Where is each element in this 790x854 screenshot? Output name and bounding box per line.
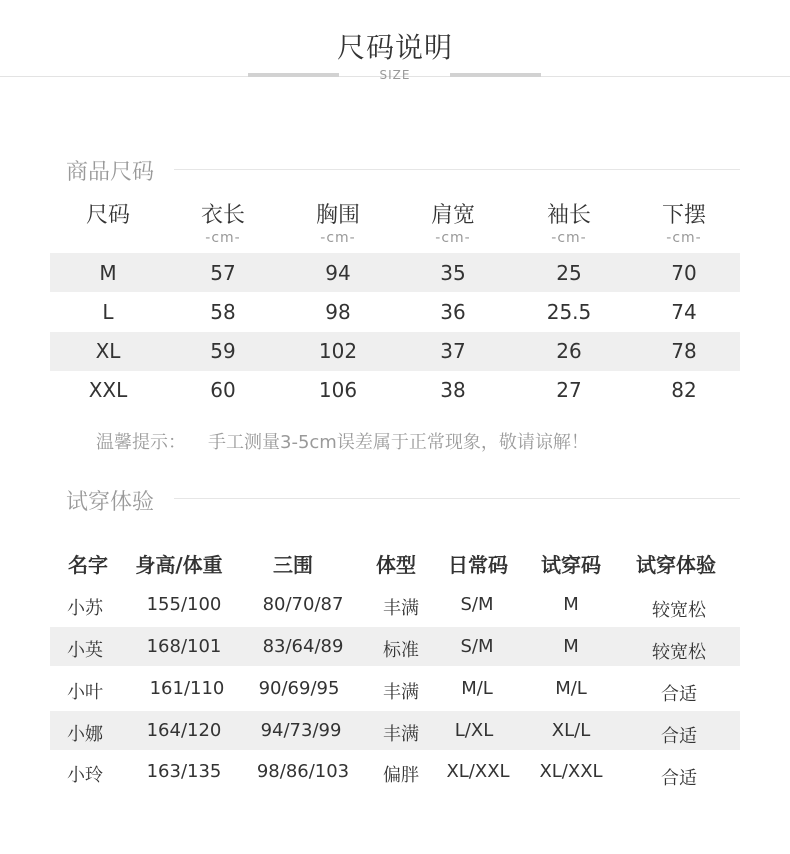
tryon-col-header: 体型 (376, 553, 416, 577)
size-cell: 70 (671, 261, 697, 285)
tryon-col-header: 试穿码 (541, 553, 601, 577)
size-col-unit: -cm- (435, 230, 471, 246)
size-cell: 98 (325, 300, 351, 324)
tryon-cell: 偏胖 (383, 765, 419, 786)
tryon-cell: 小苏 (67, 598, 103, 619)
tryon-cell: 155/100 (146, 594, 222, 615)
tryon-section-title: 试穿体验 (66, 490, 155, 515)
tryon-cell: 丰满 (383, 598, 419, 619)
size-col-unit: -cm- (320, 230, 356, 246)
size-cell: 94 (325, 261, 351, 285)
size-cell: L (102, 300, 114, 324)
tryon-cell: 合适 (661, 768, 697, 789)
tryon-cell: 小英 (67, 640, 103, 661)
size-col-unit: -cm- (205, 230, 241, 246)
size-cell: 38 (440, 378, 466, 402)
tryon-cell: XL/XXL (539, 761, 603, 782)
size-cell: 106 (318, 378, 358, 402)
tryon-cell: 小玲 (67, 765, 103, 786)
size-col-header: 肩宽 (430, 203, 475, 228)
tryon-cell: 90/69/95 (258, 678, 340, 699)
tryon-cell: 83/64/89 (262, 636, 344, 657)
tryon-cell: 164/120 (146, 720, 222, 741)
size-cell: 36 (440, 300, 466, 324)
size-cell: 26 (556, 339, 582, 363)
size-section-title: 商品尺码 (66, 160, 155, 185)
size-cell: 27 (556, 378, 582, 402)
size-col-header: 胸围 (315, 203, 360, 228)
size-cell: 25 (556, 261, 582, 285)
page-title: 尺码说明 (336, 31, 453, 64)
size-cell: 58 (210, 300, 236, 324)
size-cell: 74 (671, 300, 697, 324)
tryon-col-header: 日常码 (448, 553, 508, 577)
tryon-cell: 小叶 (67, 682, 103, 703)
tryon-cell: 较宽松 (652, 600, 706, 621)
size-cell: 35 (440, 261, 466, 285)
size-cell: M (99, 261, 117, 285)
size-cell: 82 (671, 378, 697, 402)
tryon-cell: 标准 (383, 640, 419, 661)
tryon-cell: M (563, 636, 579, 657)
tryon-cell: 合适 (661, 726, 697, 747)
tryon-cell: S/M (460, 636, 494, 657)
size-cell: 57 (210, 261, 236, 285)
tryon-cell: S/M (460, 594, 494, 615)
measurement-tip (96, 428, 589, 454)
tryon-cell: 161/110 (149, 678, 225, 699)
size-cell: 37 (440, 339, 466, 363)
size-cell: 78 (671, 339, 697, 363)
tryon-cell: M/L (461, 678, 493, 699)
tryon-cell: XL/L (551, 720, 591, 741)
size-col-header: 衣长 (200, 203, 245, 228)
tryon-cell: 小娜 (67, 724, 103, 745)
size-section-line (174, 169, 740, 170)
tryon-col-header: 身高/体重 (135, 553, 223, 577)
tryon-cell: L/XL (454, 720, 494, 741)
tryon-col-header: 三围 (273, 553, 313, 577)
tryon-cell: 合适 (661, 684, 697, 705)
size-cell: 102 (318, 339, 358, 363)
size-cell: XXL (88, 378, 128, 402)
tryon-cell: 较宽松 (652, 642, 706, 663)
tryon-cell: 163/135 (146, 761, 222, 782)
size-cell: 59 (210, 339, 236, 363)
tryon-cell: 98/86/103 (256, 761, 350, 782)
tryon-cell: 80/70/87 (262, 594, 344, 615)
size-col-unit: -cm- (551, 230, 587, 246)
tryon-section-line (174, 498, 740, 499)
tryon-cell: XL/XXL (446, 761, 510, 782)
size-cell: XL (95, 339, 121, 363)
tryon-cell: 丰满 (383, 682, 419, 703)
size-cell: 60 (210, 378, 236, 402)
tryon-col-header: 名字 (68, 553, 108, 577)
tryon-cell: 94/73/99 (260, 720, 342, 741)
tip-label: 温馨提示： (96, 432, 186, 453)
size-col-header: 下摆 (661, 203, 706, 228)
tryon-col-header: 试穿体验 (636, 553, 716, 577)
tryon-cell: M (563, 594, 579, 615)
tryon-cell: 168/101 (146, 636, 222, 657)
tryon-cell: M/L (555, 678, 587, 699)
tryon-cell: 丰满 (383, 724, 419, 745)
tip-text: 手工测量3-5cm误差属于正常现象，敬请谅解！ (208, 432, 589, 453)
size-col-header: 袖长 (546, 203, 591, 228)
size-col-unit: -cm- (666, 230, 702, 246)
page-subtitle: SIZE (379, 68, 411, 82)
size-col-header: 尺码 (85, 203, 130, 228)
size-cell: 25.5 (546, 300, 592, 324)
